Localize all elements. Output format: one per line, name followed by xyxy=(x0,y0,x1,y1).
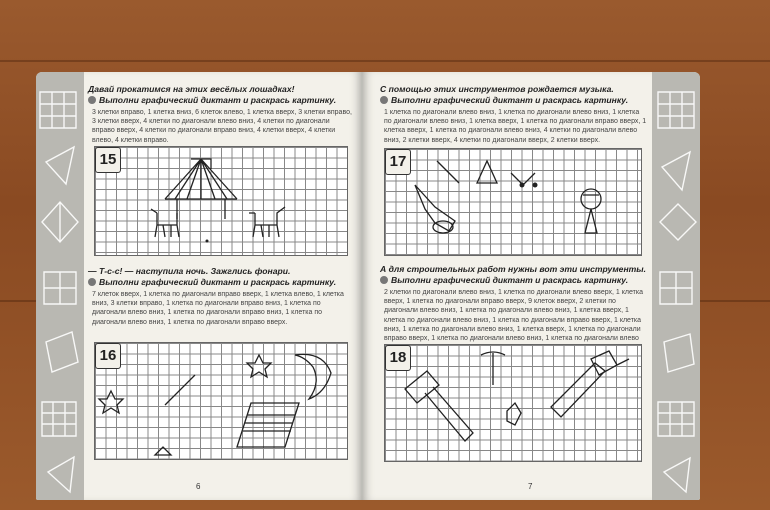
task-label-text: Выполни графический диктант и раскрась картинку. xyxy=(99,277,337,287)
wood-plank-seam xyxy=(0,60,770,62)
page-number: 6 xyxy=(196,482,201,491)
bullet-icon xyxy=(88,96,96,104)
horses-drawing xyxy=(95,147,347,255)
grid-exercise-17[interactable] xyxy=(384,148,642,256)
open-workbook xyxy=(36,72,700,500)
page-number: 7 xyxy=(528,482,533,491)
bullet-icon xyxy=(380,96,388,104)
intro-text: Давай прокатимся на этих весёлых лошадках! xyxy=(88,84,295,94)
exercise-number: 15 xyxy=(95,147,121,173)
decorative-border-right xyxy=(652,72,700,500)
task-label-text: Выполни графический диктант и раскрась картинку. xyxy=(391,95,629,105)
tools-drawing xyxy=(385,345,641,461)
exercise-17-instructions: 1 клетка по диагонали влево вниз, 1 клетка по диагонали влево вниз, 1 клетка по диагонали влево вниз, 1 клетка вверх, 1 клетка по диагонали вправо вверх, 1 клетка вверх, 1 клетка по диагонали влево вниз, 4 клетки по диагонали влево вниз, 2 клетки вверх, 4 клетки по диагонали вверх, 2 клетки вверх. xyxy=(384,109,647,144)
decorative-border-left xyxy=(36,72,84,500)
grid-exercise-18[interactable] xyxy=(384,344,642,462)
task-label xyxy=(88,96,358,105)
bullet-icon xyxy=(88,278,96,286)
bullet-icon xyxy=(380,276,388,284)
intro-text: С помощью этих инструментов рождается музыка. xyxy=(380,84,614,94)
task-label-text: Выполни графический диктант и раскрась картинку. xyxy=(99,95,337,105)
grid-exercise-16[interactable] xyxy=(94,342,348,460)
exercise-number: 17 xyxy=(385,149,411,175)
grid-exercise-15[interactable] xyxy=(94,146,348,256)
night-scene-drawing xyxy=(95,343,347,459)
task-label xyxy=(380,276,650,285)
task-label xyxy=(380,96,650,105)
task-label xyxy=(88,278,358,287)
left-page xyxy=(36,72,362,500)
night-line: — Т-с-с! — наступила ночь. Зажглись фонари. xyxy=(88,266,291,276)
exercise-number: 16 xyxy=(95,343,121,369)
task-label-text: Выполни графический диктант и раскрась картинку. xyxy=(391,275,629,285)
exercise-15-instructions: 3 клетки вправо, 1 клетка вниз, 6 клеток влево, 1 клетка вверх, 3 клетки вправо, 3 клетки вверх, 4 клетки по диагонали влево вниз, 4 клетки по диагонали вправо вверх, 4 клетки по диагонали вправо вниз, 4 клетки вверх, 4 клетки влево, 4 клетки вправо. xyxy=(92,109,352,144)
exercise-18-instructions: 2 клетки по диагонали влево вниз, 1 клетка по диагонали влево вверх, 1 клетка вверх, 1 клетка по диагонали вправо вверх, 9 клеток вверх, 2 клетки по диагонали влево вниз, 1 клетка по диагонали влево вниз, 1 клетка вверх, 1 клетка по диагонали влево вниз, 1 клетка по диагонали вправо вверх, 1 клетка вниз, 1 клетка по диагонали влево вниз, 1 клетка вверх, 1 клетка по диагонали вправо вверх, 1 клетка по диагонали влево вниз, 1 клетка по диагонали влево xyxy=(384,289,643,343)
right-page xyxy=(362,72,700,500)
exercise-16-instructions: 7 клеток вверх, 1 клетка по диагонали вправо вверх, 1 клетка влево, 1 клетка вниз, 3 клетки вправо, 1 клетка по диагонали вправо вниз, 1 клетка по диагонали влево вниз, 1 клетка по диагонали вправо вниз, 1 клетка по диагонали влево вниз, 1 клетка по диагонали вправо вверх. xyxy=(92,291,344,326)
instruments-drawing xyxy=(385,149,641,255)
construction-line: А для строительных работ нужны вот эти инструменты. xyxy=(380,264,647,274)
exercise-number: 18 xyxy=(385,345,411,371)
